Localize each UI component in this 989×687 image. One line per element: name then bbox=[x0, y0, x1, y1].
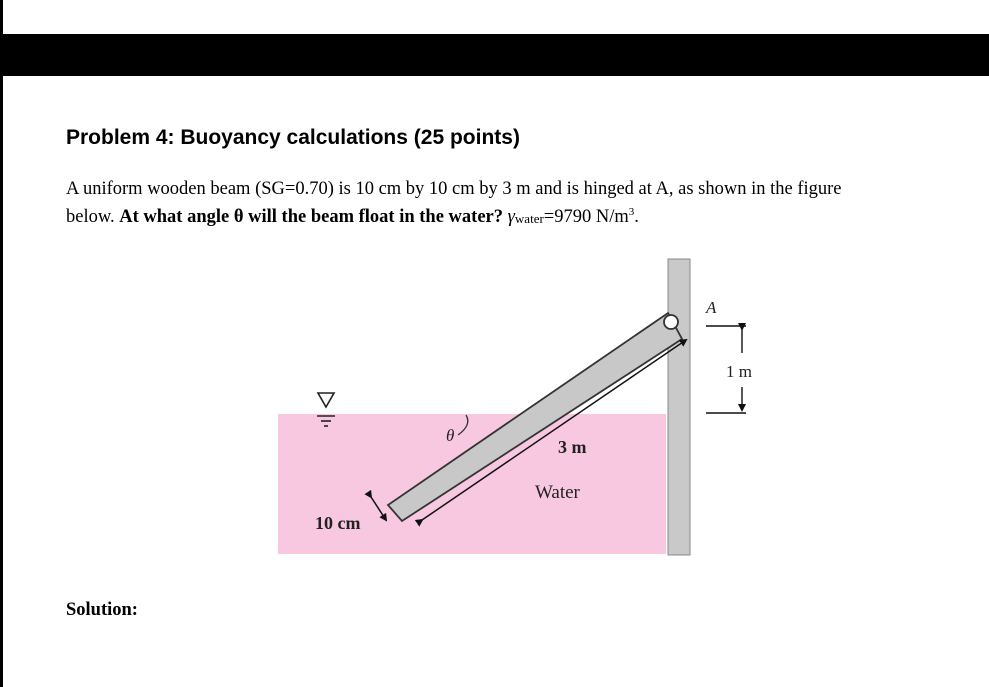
label-3m: 3 m bbox=[558, 437, 587, 457]
label-theta: θ bbox=[446, 426, 455, 445]
top-black-bar bbox=[0, 34, 989, 76]
hinge-pin bbox=[664, 315, 678, 329]
label-10cm: 10 cm bbox=[315, 513, 361, 533]
gamma-exponent: 3 bbox=[628, 206, 635, 218]
gamma-subscript: water bbox=[514, 211, 544, 227]
water-region bbox=[278, 414, 666, 554]
problem-title: Problem 4: Buoyancy calculations (25 points) bbox=[66, 126, 520, 149]
hinge-wall bbox=[668, 259, 690, 555]
statement-line-2-prefix: below. bbox=[66, 207, 120, 228]
problem-statement bbox=[66, 178, 966, 230]
label-water: Water bbox=[535, 482, 580, 503]
gamma-symbol: γ bbox=[507, 207, 515, 228]
gamma-value: =9790 N/m bbox=[543, 207, 629, 228]
gamma-end: . bbox=[634, 207, 639, 228]
label-A: A bbox=[706, 298, 717, 317]
label-1m: 1 m bbox=[726, 362, 752, 381]
left-edge-border bbox=[0, 0, 3, 687]
statement-line-1: A uniform wooden beam (SG=0.70) is 10 cm by 10 cm by 3 m and is hinged at A, as shown in the figure bbox=[66, 179, 842, 199]
statement-question: At what angle θ will the beam float in the water? bbox=[119, 207, 503, 228]
solution-label: Solution: bbox=[66, 600, 138, 620]
beam-figure bbox=[270, 255, 790, 560]
